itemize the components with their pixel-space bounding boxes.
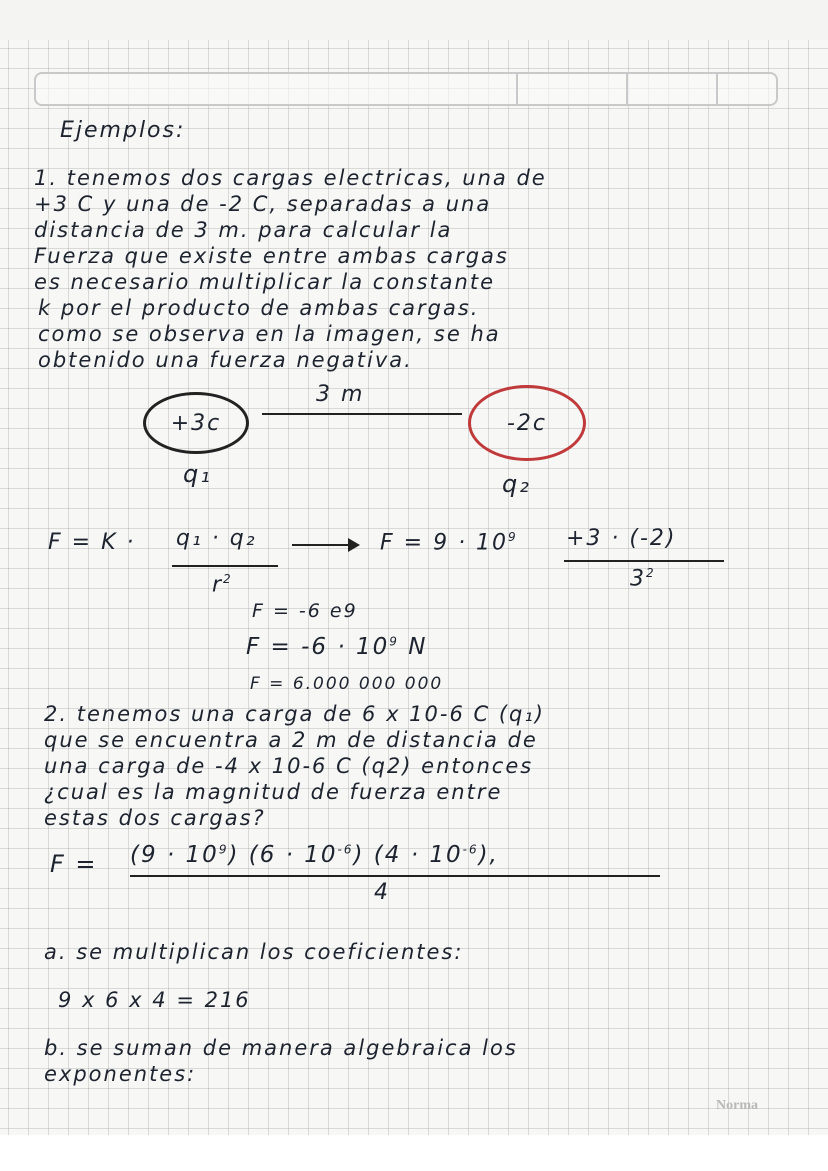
ex1-line: obtenido una fuerza negativa. [38, 348, 413, 372]
denominator-r: r [212, 572, 224, 598]
formula1-left-prefix: F = K · [48, 530, 136, 555]
ex2-line: una carga de -4 x 10-6 C (q2) entonces [44, 754, 534, 778]
ex1-line: +3 C y una de -2 C, separadas a una [34, 192, 492, 216]
ex1-line: como se observa en la imagen, se ha [38, 322, 501, 346]
formula1-left-fraction-bar [172, 565, 278, 567]
num-part: ) (6 · 10 [228, 842, 338, 868]
num-exp: -6 [337, 842, 354, 857]
ex2-line: ¿cual es la magnitud de fuerza entre [44, 780, 503, 804]
title: Ejemplos: [60, 118, 186, 143]
q1-label: q₁ [183, 460, 212, 488]
charge1-label: +3c [170, 410, 222, 436]
right-prefix-exp: 9 [508, 530, 518, 544]
num-part: ), [478, 842, 499, 868]
ex2-line: 2. tenemos una carga de 6 x 10-6 C (q₁) [44, 702, 545, 726]
charge1-circle [143, 392, 249, 454]
charge2-circle [468, 385, 586, 461]
result-exp: 9 [389, 634, 399, 649]
ex1-line: k por el producto de ambas cargas. [38, 296, 480, 320]
formula2-denominator: 4 [374, 880, 390, 905]
q2-label: q₂ [502, 470, 531, 498]
num-exp: 9 [218, 842, 229, 857]
ex1-line: distancia de 3 m. para calcular la [34, 218, 453, 242]
formula2-fraction-bar [130, 875, 660, 877]
distance-label: 3 m [316, 382, 365, 407]
formula1-left-numerator: q₁ · q₂ [176, 526, 257, 551]
arrow [292, 544, 356, 546]
formula2-numerator [130, 842, 499, 868]
ex1-line: Fuerza que existe entre ambas cargas [34, 244, 509, 268]
ex1-line: 1. tenemos dos cargas electricas, una de [34, 166, 547, 190]
step-b: exponentes: [44, 1062, 197, 1086]
header-box [34, 72, 778, 106]
formula1-right-denominator [630, 566, 656, 591]
step-a-calc: 9 x 6 x 4 = 216 [58, 988, 251, 1012]
charge2-label: -2c [506, 410, 548, 436]
formula1-right-prefix [380, 530, 518, 555]
right-prefix: F = 9 · 10 [380, 530, 509, 556]
ex1-line: es necesario multiplicar la constante [34, 270, 496, 294]
formula1-right-fraction-bar [564, 560, 724, 562]
num-exp: -6 [462, 842, 479, 857]
result-text: F = -6 · 10 [246, 634, 390, 660]
right-denominator: 3 [630, 566, 646, 592]
formula1-left-denominator [212, 572, 233, 597]
denominator-exp: 2 [223, 572, 233, 586]
num-part: (9 · 10 [130, 842, 219, 868]
result-line: F = 6.000 000 000 [250, 674, 444, 694]
result-line [246, 634, 427, 660]
bottom-edge [0, 1135, 828, 1171]
step-a: a. se multiplican los coeficientes: [44, 940, 464, 964]
brand-logo: Norma [716, 1098, 758, 1113]
result-unit: N [408, 634, 428, 660]
formula1-right-numerator: +3 · (-2) [566, 526, 677, 551]
num-part: ) (4 · 10 [353, 842, 463, 868]
formula2-prefix: F = [50, 850, 98, 878]
right-den-exp: 2 [646, 566, 656, 580]
distance-line [262, 413, 462, 415]
ex2-line: que se encuentra a 2 m de distancia de [44, 728, 538, 752]
step-b: b. se suman de manera algebraica los [44, 1036, 518, 1060]
ex2-line: estas dos cargas? [44, 806, 266, 830]
result-line: F = -6 e9 [252, 600, 358, 622]
